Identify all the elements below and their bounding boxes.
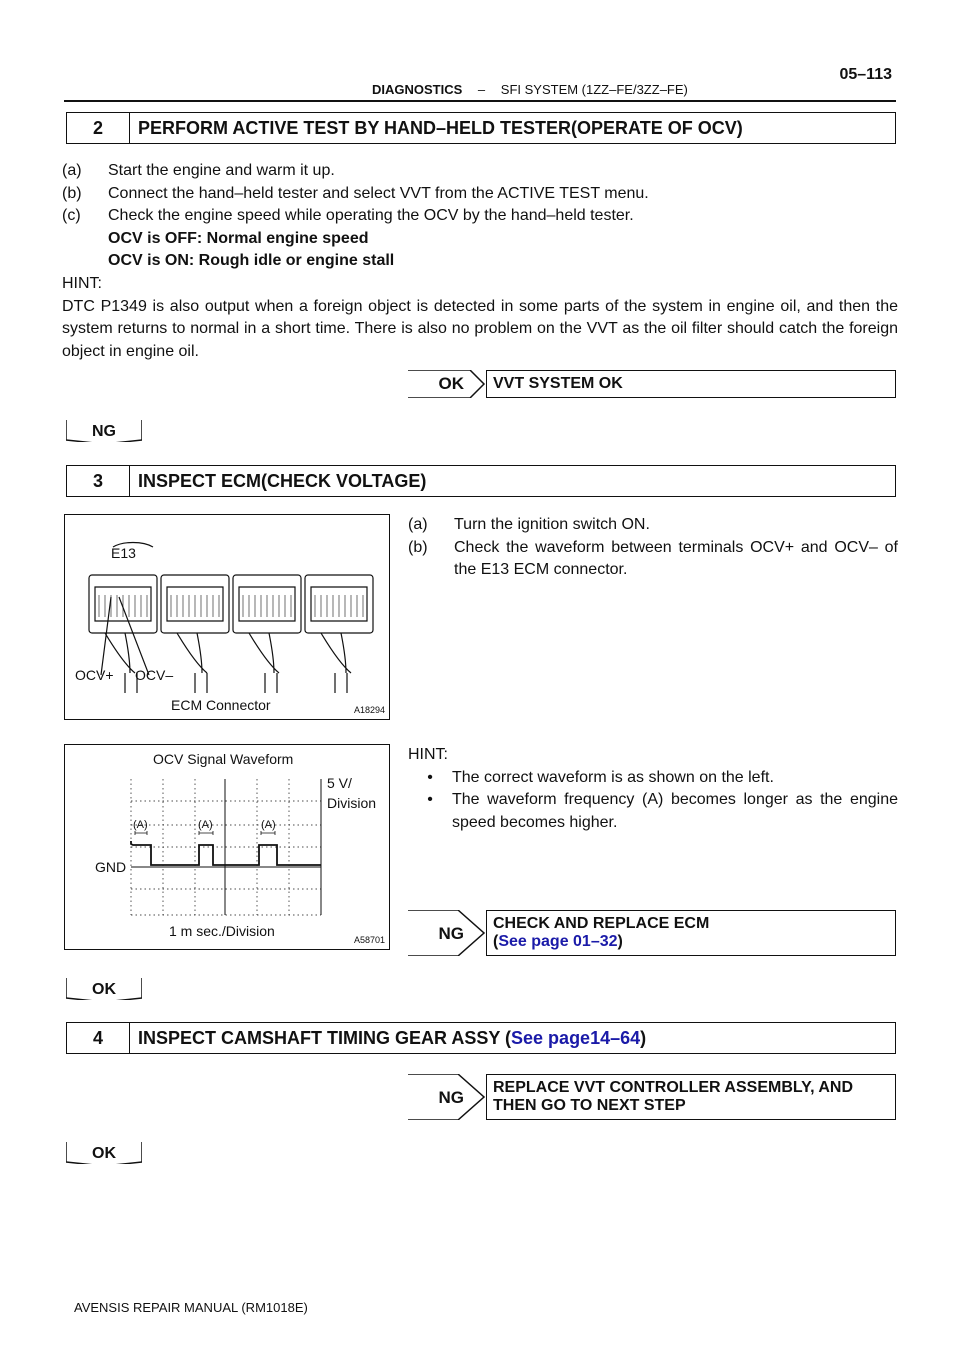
item-text: Turn the ignition switch ON.	[454, 516, 650, 533]
waveform-title: OCV Signal Waveform	[153, 751, 294, 767]
pin-ocv-minus: OCV–	[135, 667, 174, 683]
tag-label: NG	[92, 423, 116, 440]
ng-result	[486, 1074, 896, 1120]
item-text: Connect the hand–held tester and select VVT from the ACTIVE TEST menu.	[108, 184, 649, 202]
hint-text: DTC P1349 is also output when a foreign object is detected in some parts of the system in engine oil, and then the system returns to normal in a short time. There is also no problem on the VVT as the oil filter should catch the foreign object in engine oil.	[62, 297, 898, 360]
bullet-dot: •	[427, 791, 433, 809]
tag-label: OK	[92, 1145, 116, 1162]
paren-open: (	[493, 933, 499, 950]
step-3-number: 3	[67, 466, 130, 496]
hint-bullet-1	[408, 767, 898, 790]
connector-label: E13	[111, 545, 136, 561]
ng-label: NG	[438, 1088, 464, 1107]
ecm-connector-figure	[64, 514, 390, 720]
ng-result-line-1: CHECK AND REPLACE ECM	[493, 915, 710, 932]
see-page-link[interactable]: See page14–64	[511, 1027, 641, 1048]
volts-label-2: Division	[327, 795, 377, 811]
pin-ocv-plus: OCV+	[75, 667, 114, 683]
item-text: Check the engine speed while operating the OCV by the hand–held tester.	[108, 207, 634, 225]
step-3-ng-outcome	[408, 910, 896, 956]
title-suffix: )	[640, 1027, 647, 1048]
ng-result-line-2: THEN GO TO NEXT STEP	[493, 1097, 686, 1114]
header-section: DIAGNOSTICS	[372, 82, 463, 97]
item-key: (b)	[408, 538, 428, 556]
ok-tag	[66, 978, 142, 1000]
step-2-title: PERFORM ACTIVE TEST BY HAND–HELD TESTER(OPERATE OF OCV)	[138, 117, 743, 138]
step-2-ok-outcome	[408, 370, 896, 398]
step-2-number: 2	[67, 113, 130, 143]
step-3-body	[408, 514, 898, 582]
ng-result	[486, 910, 896, 956]
spec-ocv-off: OCV is OFF: Normal engine speed	[108, 229, 369, 247]
item-key: (c)	[62, 207, 81, 225]
step-4-box	[66, 1022, 896, 1054]
item-key: (b)	[62, 184, 82, 202]
figure-id: A58701	[353, 935, 385, 945]
ok-label: OK	[438, 374, 464, 393]
bullet-text: The waveform frequency (A) becomes longer as the engine speed becomes higher.	[452, 791, 898, 831]
item-text: Start the engine and warm it up.	[108, 162, 335, 179]
ok-tag	[66, 1142, 142, 1164]
period-label-3: (A)	[261, 819, 276, 831]
header-subtitle: SFI SYSTEM (1ZZ–FE/3ZZ–FE)	[500, 82, 688, 97]
see-page-link[interactable]: See page 01–32	[498, 933, 618, 950]
running-header	[372, 82, 688, 97]
step-4-title	[130, 1023, 895, 1053]
tag-label: OK	[92, 981, 116, 998]
step-2-box	[66, 112, 896, 144]
bullet-dot: •	[427, 768, 433, 786]
footer: AVENSIS REPAIR MANUAL (RM1018E)	[74, 1300, 308, 1315]
step-3-hint	[408, 744, 898, 834]
volts-label: 5 V/	[327, 775, 352, 791]
period-label-2: (A)	[198, 819, 213, 831]
item-text: Check the waveform between terminals OCV+ and OCV– of the E13 ECM connector.	[454, 538, 898, 579]
step-4-ng-outcome	[408, 1074, 896, 1120]
waveform-figure	[64, 744, 390, 950]
hint-bullet-2	[408, 789, 898, 834]
step-3-item-b	[408, 537, 898, 582]
step-2-body	[62, 160, 898, 363]
ng-result-line-2	[493, 933, 623, 951]
figure-caption: ECM Connector	[171, 697, 271, 713]
item-key: (a)	[408, 516, 428, 533]
title-prefix: INSPECT CAMSHAFT TIMING GEAR ASSY (	[138, 1027, 512, 1048]
step-2-item-b	[62, 183, 898, 206]
bullet-text: The correct waveform is as shown on the left.	[452, 768, 774, 786]
step-2-item-a	[62, 160, 898, 183]
ok-result: VVT SYSTEM OK	[486, 370, 896, 398]
time-label: 1 m sec./Division	[169, 923, 275, 939]
header-rule	[64, 100, 896, 102]
step-2-item-c	[62, 205, 898, 228]
hint-label: HINT:	[62, 274, 102, 292]
spec-ocv-on: OCV is ON: Rough idle or engine stall	[108, 252, 395, 270]
ng-tag	[66, 420, 142, 442]
ng-arrow	[408, 1074, 486, 1120]
ok-arrow	[408, 370, 486, 398]
ng-arrow	[408, 910, 486, 956]
gnd-label: GND	[95, 859, 127, 875]
step-3-title: INSPECT ECM(CHECK VOLTAGE)	[138, 470, 427, 491]
step-4-number: 4	[67, 1023, 130, 1053]
hint-label: HINT:	[408, 746, 448, 763]
step-3-box	[66, 465, 896, 497]
ng-label: NG	[438, 924, 464, 943]
period-label-1: (A)	[133, 819, 148, 831]
step-3-item-a	[408, 514, 898, 537]
paren-close: )	[617, 933, 623, 950]
header-separator: –	[477, 82, 486, 97]
waveform-plot	[65, 745, 388, 948]
page-number: 05–113	[839, 66, 892, 83]
figure-id: A18294	[353, 705, 385, 715]
ng-result-line-1: REPLACE VVT CONTROLLER ASSEMBLY, AND	[493, 1079, 854, 1096]
item-key: (a)	[62, 162, 82, 179]
